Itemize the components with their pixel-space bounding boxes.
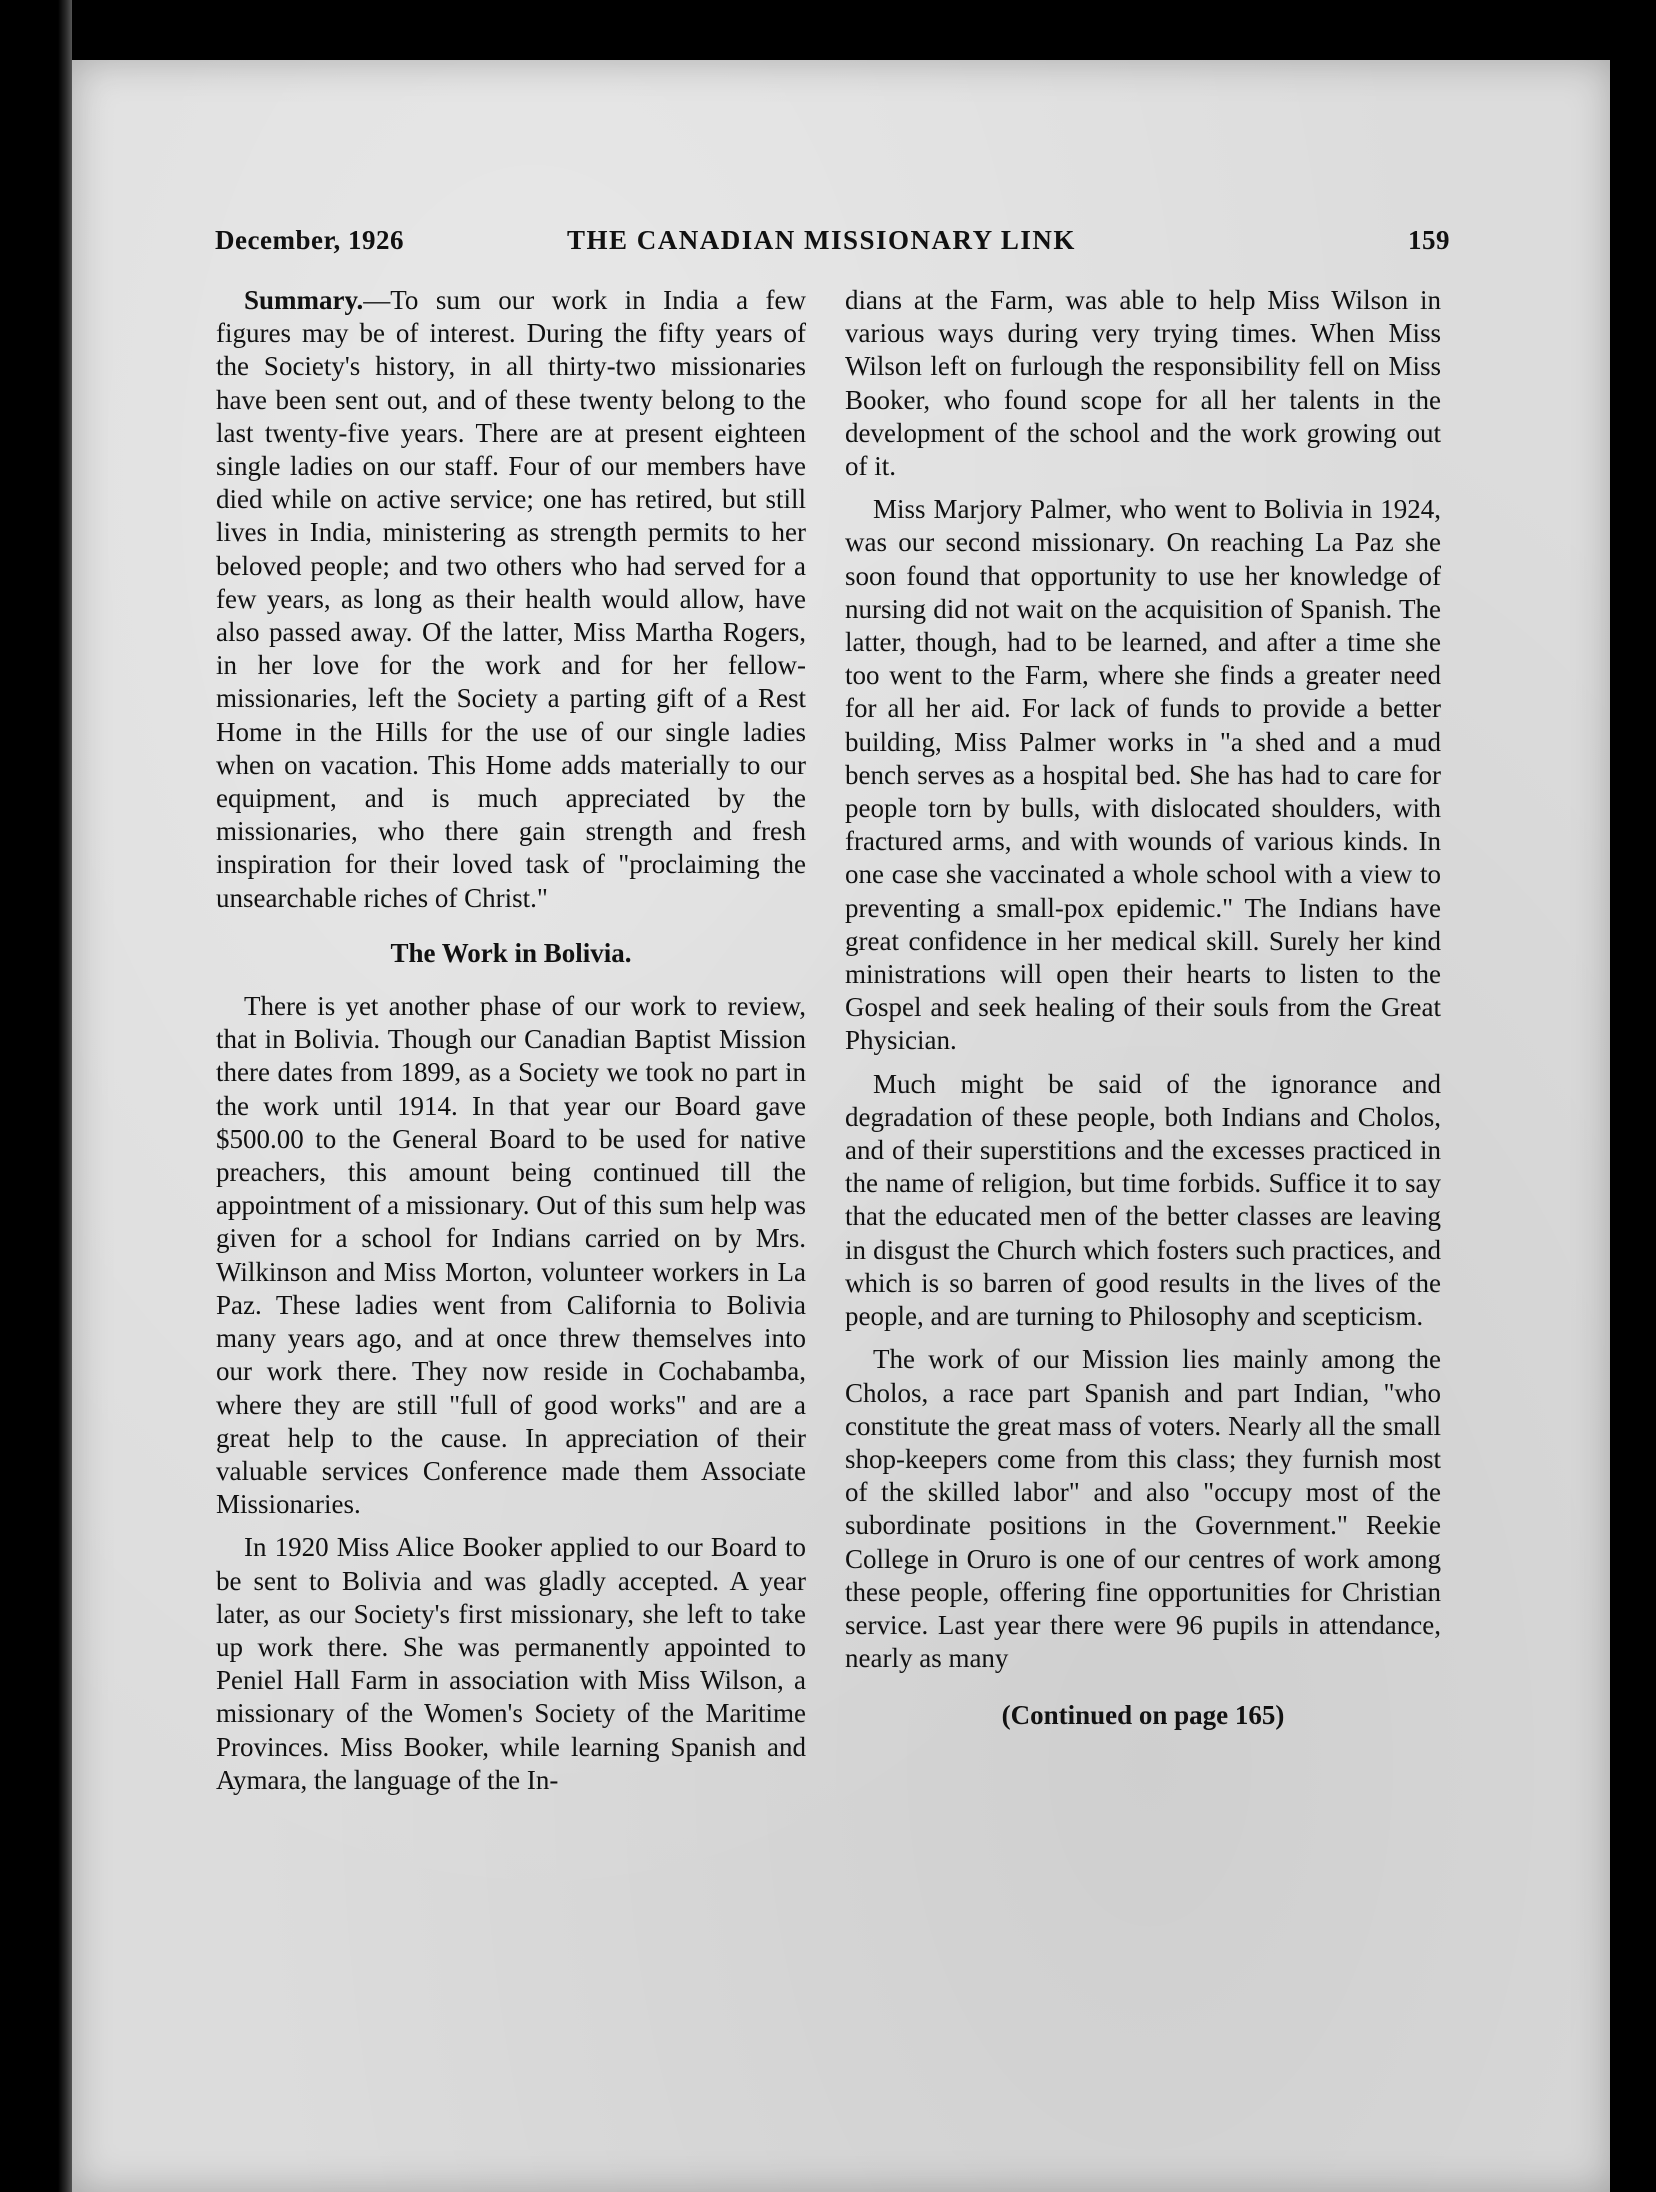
bolivia-paragraph-1: There is yet another phase of our work to review, that in Bolivia. Though our Canadian Baptist Mission there dates from 1899, as a Society we took no part in the work until 1914. In that year our Board gave $500.00 to the General Board to be used for native preachers, this amount being continued till the appointment of a missionary. Out of this sum help was given for a school for Indians carried on by Mrs. Wilkinson and Miss Morton, volunteer workers in La Paz. These ladies went from California to Bolivia many years ago, and at once threw themselves into our work there. They now reside in Cochabamba, where they are still "full of good works" and are a great help to the cause. In appreciation of their valuable services Conference made them Associate Missionaries. bbox=[216, 991, 806, 1520]
issue-date: December, 1926 bbox=[215, 225, 404, 255]
page-header bbox=[215, 225, 1450, 265]
bolivia-paragraph-2: In 1920 Miss Alice Booker applied to our Board to be sent to Bolivia and was gladly accepted. A year later, as our Society's first missionary, she left to take up work there. She was permanently appointed to Peniel Hall Farm in association with Miss Wilson, a missionary of the Women's Society of the Maritime Provinces. Miss Booker, while learning Spanish and Aymara, the language of the In- bbox=[216, 1532, 806, 1795]
palmer-paragraph: Miss Marjory Palmer, who went to Bolivia in 1924, was our second missionary. On reaching La Paz she soon found that opportunity to use her knowledge of nursing did not wait on the acquisition of Spanish. The latter, though, had to be learned, and after a time she too went to the Farm, where she finds a greater need for all her aid. For lack of funds to provide a better building, Miss Palmer works in "a shed and a mud bench serves as a hospital bed. She has had to care for people torn by bulls, with dislocated shoulders, with fractured arms, and with wounds of various kinds. In one case she vaccinated a whole school with a view to preventing a small-pox epidemic." The Indians have great confidence in her medical skill. Surely her kind ministrations will open their hearts to listen to the Gospel and seek healing of their souls from the Great Physician. bbox=[845, 494, 1441, 1056]
page-number: 159 bbox=[1408, 225, 1450, 255]
summary-lead: Summary. bbox=[244, 285, 364, 315]
ignorance-paragraph: Much might be said of the ignorance and degradation of these people, both Indians and Cholos, and of their superstitions and the excesses practiced in the name of religion, but time forbids. Suffice it to say that the educated men of the better classes are leaving in disgust the Church which fosters such practices, and which is so barren of good results in the lives of the people, and are turning to Philosophy and scepticism. bbox=[845, 1068, 1441, 1332]
scan-background-right bbox=[1610, 0, 1656, 2192]
section-heading-bolivia: The Work in Bolivia. bbox=[390, 937, 632, 968]
summary-paragraph bbox=[216, 284, 806, 915]
journal-title: THE CANADIAN MISSIONARY LINK bbox=[567, 225, 1076, 255]
farm-paragraph: dians at the Farm, was able to help Miss Wilson in various ways during very trying times. When Miss Wilson left on furlough the responsibility fell on Miss Booker, who found scope for all her talents in the development of the school and the work growing out of it. bbox=[845, 285, 1441, 482]
continued-notice: (Continued on page 165) bbox=[1001, 1700, 1285, 1731]
cholos-paragraph: The work of our Mission lies mainly among the Cholos, a race part Spanish and part Indian, "who constitute the great mass of voters. Nearly all the small shop-keepers come from this class; they furnish most of the skilled labor" and also "occupy most of the subordinate positions in the Government." Reekie College in Oruro is one of our centres of work among these people, offering fine opportunities for Christian service. Last year there were 96 pupils in attendance, nearly as many bbox=[845, 1344, 1441, 1674]
book-spine-edge bbox=[0, 0, 72, 2192]
right-column bbox=[845, 284, 1441, 1733]
summary-text: —To sum our work in India a few figures may be of interest. During the fifty years of the Society's history, in all thirty-two missionaries have been sent out, and of these twenty belong to the last twenty-five years. There are at present eighteen single ladies on our staff. Four of our members have died while on active service; one has retired, but still lives in India, ministering as strength permits to her beloved people; and two others who had served for a few years, as long as their health would allow, have also passed away. Of the latter, Miss Martha Rogers, in her love for the work and for her fellow-missionaries, left the Society a parting gift of a Rest Home in the Hills for the use of our single ladies when on vacation. This Home adds materially to our equipment, and is much appreciated by the missionaries, who there gain strength and fresh inspiration for their loved task of "proclaiming the unsearchable riches of Christ." bbox=[216, 285, 806, 913]
left-column bbox=[216, 284, 806, 1797]
